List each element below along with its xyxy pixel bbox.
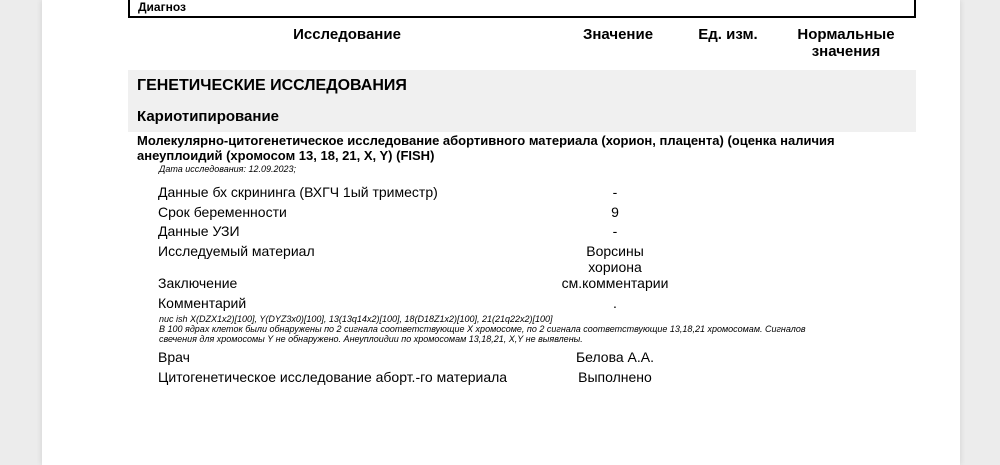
row-label-material: Исследуемый материал [158,243,315,259]
subsection-heading: Кариотипирование [128,102,916,132]
row-label-ultrasound: Данные УЗИ [158,223,240,239]
row-value-final: Выполнено [578,369,652,385]
row-label-conclusion: Заключение [158,275,238,291]
column-header-study: Исследование [293,26,401,43]
row-label-comment: Комментарий [158,295,247,311]
row-value-screening: - [612,184,618,200]
column-header-normal-line2: значения [811,43,881,60]
diagnosis-label: Диагноз [138,0,186,14]
column-header-value: Значение [582,26,654,43]
test-title-line2: анеуплоидий (хромосом 13, 18, 21, X, Y) (FISH) [137,148,435,163]
column-header-unit: Ед. изм. [698,26,758,43]
row-value-comment: . [613,295,617,311]
column-header-normal-line1: Нормальные [797,26,895,43]
row-label-gestation: Срок беременности [158,204,287,220]
row-value-material-line2: хориона [588,259,642,275]
row-value-gestation: 9 [611,204,619,220]
diagnosis-box [128,0,916,18]
section-heading: ГЕНЕТИЧЕСКИЕ ИССЛЕДОВАНИЯ [128,70,916,102]
comment-line: свечения для хромосомы Y не обнаружено. Анеуплоидии по хромосомам 13,18,21, X,Y не выявлены. [159,334,583,344]
row-value-conclusion: см.комментарии [561,275,669,291]
comment-line: В 100 ядрах клеток были обнаружены по 2 сигнала соответствующие X хромосоме, по 2 сигнала соответствующие 13,18,21 хромосомам. Сигналов [159,324,806,334]
test-title [137,133,907,163]
comment-text [159,314,899,344]
row-label-doctor: Врач [158,349,190,365]
test-date: Дата исследования: 12.09.2023; [159,164,297,174]
row-label-screening: Данные бх скрининга (ВХГЧ 1ый триместр) [158,184,438,200]
row-value-material-line1: Ворсины [586,243,644,259]
row-value-material [555,243,675,275]
column-header-normal [786,26,906,60]
row-value-ultrasound: - [612,223,618,239]
test-title-line1: Молекулярно-цитогенетическое исследование абортивного материала (хорион, плацента) (оценка наличия [137,133,835,148]
row-value-doctor: Белова А.А. [575,349,655,365]
comment-line: nuc ish X(DZX1x2)[100], Y(DYZ3x0)[100], 13(13q14x2)[100], 18(D18Z1x2)[100], 21(21q22x2)[100] [159,314,553,324]
row-label-final: Цитогенетическое исследование аборт.-го материала [158,369,508,385]
report-page [42,0,960,465]
